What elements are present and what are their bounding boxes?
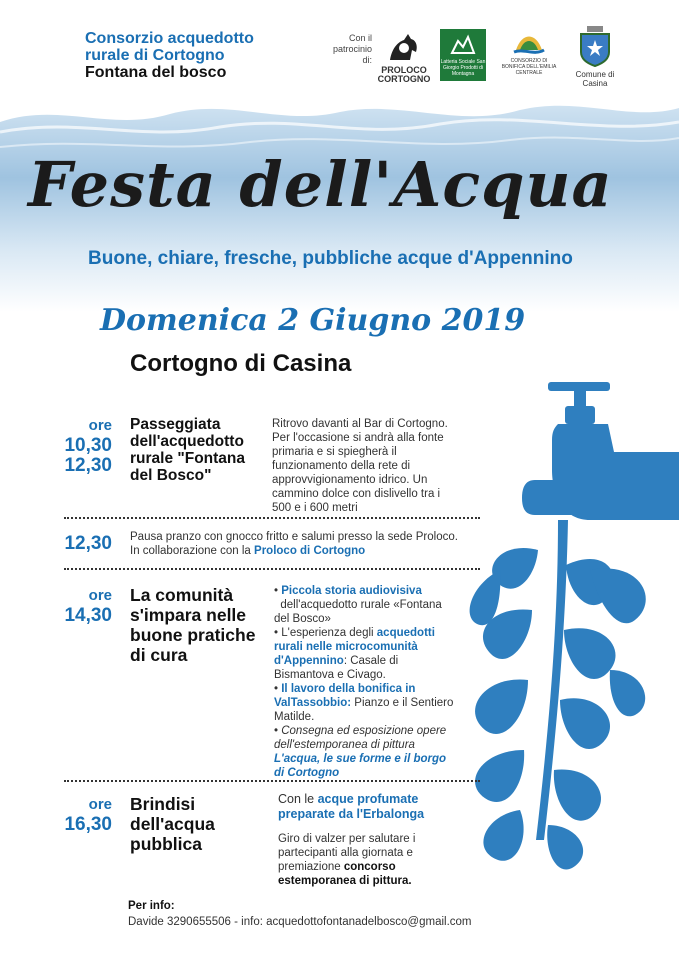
event3-bullet-2-text: : Casale di Bismantova e Civago.: [274, 655, 399, 681]
divider: [64, 568, 480, 570]
event3-bullet-1-bold: Piccola storia audiovisiva: [281, 585, 422, 597]
patronage-label: Con il patrocinio di:: [332, 33, 372, 65]
info-label: Per info:: [128, 900, 175, 912]
divider: [64, 780, 480, 782]
event3-ore-label: ore: [88, 587, 112, 604]
proloco-logo: [376, 30, 432, 88]
event4-description: [278, 792, 453, 888]
horse-icon: [384, 30, 424, 64]
event3-bullet-4-bold: L'acqua, le sue forme e il borgo di Cortogno: [274, 753, 447, 779]
event3-time: [52, 586, 112, 626]
organizer-line3: Fontana del bosco: [85, 64, 227, 81]
leaves-illustration: [470, 520, 646, 869]
event3-title: La comunità s'impara nelle buone pratiche di cura: [130, 585, 256, 665]
bonifica-icon: [512, 28, 546, 56]
event4-para2-bold: concorso estemporanea di pittura.: [278, 861, 412, 887]
event3-bullet-3-bold: Il lavoro della bonifica in ValTassobbio:: [274, 683, 416, 709]
event2-desc-line1: Pausa pranzo con gnocco fritto e salumi presso la sede Proloco.: [130, 531, 458, 543]
organizer-block: [85, 30, 254, 81]
event3-time-start: 14,30: [64, 605, 112, 626]
event4-para1-pre: Con le: [278, 792, 318, 806]
event-place: Cortogno di Casina: [130, 350, 352, 377]
event1-time-end: 12,30: [64, 455, 112, 476]
latteria-logo-text: Latteria Sociale San Giorgio Prodotti di Montagna: [440, 59, 486, 77]
event1-title: Passeggiata dell'acquedotto rurale "Fontana del Bosco": [130, 416, 246, 484]
event3-bullet-3: • Il lavoro della bonifica in ValTassobbio: Pianzo e il Sentiero Matilde.: [274, 683, 454, 723]
event-date: Domenica 2 Giugno 2019: [100, 303, 526, 338]
proloco-logo-text: PROLOCO CORTOGNO: [377, 65, 431, 84]
event4-title: Brindisi dell'acqua pubblica: [130, 794, 215, 854]
organizer-line2: rurale di Cortogno: [85, 47, 225, 64]
event3-bullet-4: • Consegna ed esposizione opere dell'estemporanea di pittura L'acqua, le sue forme e il borgo di Cortogno: [274, 725, 447, 779]
latteria-logo: [440, 29, 486, 81]
event4-para2-text: Giro di valzer per salutare i partecipanti alla giornata e premiazione: [278, 833, 416, 873]
event3-bullet-3-text: Pianzo e il Sentiero Matilde.: [274, 697, 454, 723]
event3-bullet-2-pre: L'esperienza degli: [281, 627, 377, 639]
water-tap-icon: [522, 382, 679, 520]
event3-bullet-1-text: dell'acquedotto rurale «Fontana del Bosco»: [274, 599, 442, 625]
event4-ore-label: ore: [88, 796, 112, 813]
event4-time-start: 16,30: [64, 814, 112, 835]
comune-logo: [563, 24, 627, 86]
event1-ore-label: ore: [88, 417, 112, 434]
event2-desc-line2-bold: Proloco di Cortogno: [254, 545, 366, 557]
comune-logo-text: Comune di Casina: [575, 70, 615, 88]
event-title: Festa dell'Acqua: [28, 148, 613, 221]
event2-desc-line2: [130, 544, 480, 558]
bonifica-logo: [500, 28, 558, 86]
event3-bullet-2-bold: acquedotti rurali nelle microcomunità d'Appennino: [274, 627, 435, 667]
event1-description: Ritrovo davanti al Bar di Cortogno. Per l'occasione si andrà alla fonte primaria e si spiegherà il funzionamento della rete di approvvigionamento idrico. Un cammino dolce con dislivello tra i 500 e i 600 metri: [272, 418, 448, 514]
info-contact: Davide 3290655506 - info: acquedottofontanadelbosco@gmail.com: [128, 916, 472, 928]
event4-para1: [278, 792, 453, 822]
event3-bullet-2: • L'esperienza degli acquedotti rurali nelle microcomunità d'Appennino: Casale di Bismantova e Civago.: [274, 627, 435, 681]
event4-time: [52, 795, 112, 835]
event2-description: [130, 530, 480, 558]
event3-bullet-4-text: Consegna ed esposizione opere dell'estemporanea di pittura: [274, 725, 447, 751]
event4-para2: [278, 832, 453, 888]
bonifica-logo-text: CONSORZIO DI BONIFICA DELL'EMILIA CENTRALE: [501, 58, 557, 76]
event2-time: [52, 534, 112, 554]
info-block: [128, 898, 472, 930]
event3-bullet-1: • Piccola storia audiovisiva dell'acquedotto rurale «Fontana del Bosco»: [274, 585, 442, 625]
event1-time-start: 10,30: [64, 435, 112, 456]
event1-time: [52, 416, 112, 476]
event2-desc-line2-text: In collaborazione con la: [130, 545, 255, 557]
organizer-line1: Consorzio acquedotto: [85, 30, 254, 47]
divider: [64, 517, 480, 519]
event3-description: [274, 584, 459, 780]
event2-time-start: 12,30: [64, 533, 112, 554]
event4-para1-bold: acque profumate preparate da l'Erbalonga: [278, 792, 425, 821]
coat-of-arms-icon: [575, 24, 615, 68]
dragon-icon: [448, 33, 478, 57]
water-tap-illustration: [440, 370, 679, 960]
event-subtitle: Buone, chiare, fresche, pubbliche acque d'Appennino: [88, 248, 573, 269]
